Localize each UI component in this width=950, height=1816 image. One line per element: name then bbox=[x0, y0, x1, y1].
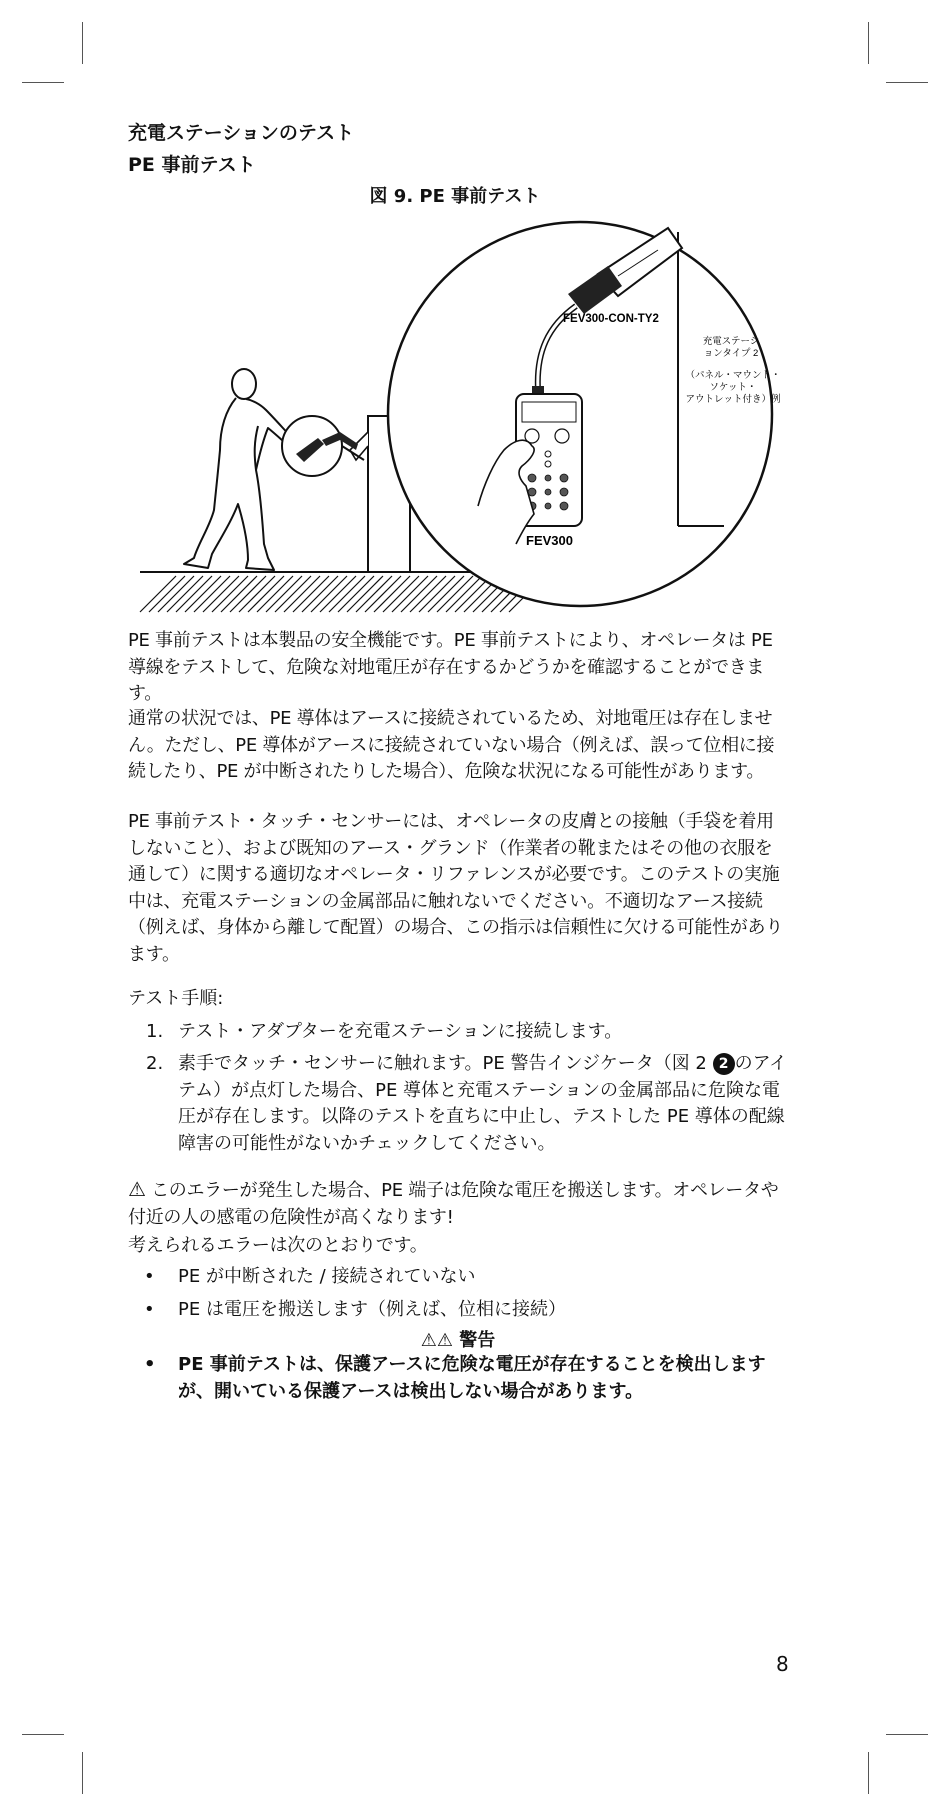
paragraph-2: 通常の状況では、PE 導体はアースに接続されているため、対地電圧は存在しません。ただし、PE 導体がアースに接続されていない場合（例えば、誤って位相に接続したり、PE が中断されたりした場合）、危険な状況になる可能性があります。 bbox=[128, 708, 775, 782]
hatch-line bbox=[167, 576, 203, 612]
hatch-line bbox=[275, 576, 311, 612]
hatch-line bbox=[203, 576, 239, 612]
procedure bbox=[128, 986, 788, 1163]
hatch-line bbox=[329, 576, 365, 612]
step-text-cont: のアイテム）が点灯した場合、PE 導体と充電ステーションの金属部品に危険な電圧が存在します。以降のテストを直ちに中止し、テストした PE 導体の配線障害の可能性がないかチェックしてください。 bbox=[178, 1053, 787, 1154]
warning-triangle-icon: ⚠ bbox=[128, 1177, 146, 1201]
hatch-line bbox=[194, 576, 230, 612]
list-item: • PE が中断された / 接続されていない bbox=[144, 1266, 476, 1287]
station-label-3: （パネル・マウント・ bbox=[685, 370, 781, 381]
crop-mark bbox=[22, 82, 64, 83]
crop-mark bbox=[868, 22, 869, 64]
hatch-line bbox=[248, 576, 284, 612]
hatch-line bbox=[419, 576, 455, 612]
hatch-line bbox=[446, 576, 482, 612]
warning-list bbox=[128, 1352, 788, 1411]
hatch-line bbox=[257, 576, 293, 612]
hatch-line bbox=[176, 576, 212, 612]
warning-text: PE 事前テストは、保護アースに危険な電圧が存在することを検出しますが、開いている保護アースは検出しない場合があります。 bbox=[178, 1354, 766, 1402]
hatch-line bbox=[428, 576, 464, 612]
person-figure bbox=[184, 369, 298, 570]
station-label-1: 充電ステーシ bbox=[702, 336, 760, 347]
paragraph-3: PE 事前テスト・タッチ・センサーには、オペレータの皮膚との接触（手袋を着用しないこと）、および既知のアース・グランド（作業者の靴またはその他の衣服を通して）に関する適切なオペレータ・リファレンスが必要です。このテストの実施中は、充電ステーションの金属部品に触れないでください。不適切なアース接続（例えば、身体から離して配置）の場合、この指示は信頼性に欠ける可能性があります。 bbox=[128, 811, 783, 965]
step-text: テスト・アダプターを充電ステーションに接続します。 bbox=[178, 1020, 623, 1042]
hatch-line bbox=[230, 576, 266, 612]
section-title: 充電ステーションのテスト bbox=[128, 122, 355, 144]
hatch-line bbox=[239, 576, 275, 612]
figure-caption: 図 9. PE 事前テスト bbox=[369, 186, 541, 207]
hatch-line bbox=[284, 576, 320, 612]
station-label-2: ョンタイプ 2 bbox=[703, 348, 759, 359]
error-item-text: PE は電圧を搬送します（例えば、位相に接続） bbox=[178, 1298, 566, 1320]
hatch-line bbox=[212, 576, 248, 612]
hatch-line bbox=[149, 576, 185, 612]
warning-title: ⚠⚠ 警告 bbox=[420, 1330, 496, 1351]
hatch-line bbox=[221, 576, 257, 612]
hatch-line bbox=[356, 576, 392, 612]
hatch-line bbox=[293, 576, 329, 612]
hatch-line bbox=[140, 576, 176, 612]
hatch-line bbox=[320, 576, 356, 612]
callout-number: 2 bbox=[713, 1053, 735, 1075]
hatch-line bbox=[401, 576, 437, 612]
crop-mark bbox=[82, 22, 83, 64]
hatch-line bbox=[302, 576, 338, 612]
hatch-line bbox=[374, 576, 410, 612]
pe-pretest-illustration bbox=[128, 214, 798, 624]
device-label: FEV300 bbox=[526, 533, 573, 548]
hatch-line bbox=[266, 576, 302, 612]
cable-label: FEV300-CON-TY2 bbox=[563, 313, 659, 325]
crop-mark bbox=[82, 1752, 83, 1794]
hatch-line bbox=[185, 576, 221, 612]
crop-mark bbox=[886, 1734, 928, 1735]
hatch-line bbox=[365, 576, 401, 612]
procedure-step bbox=[128, 1051, 788, 1157]
procedure-step bbox=[128, 1019, 788, 1046]
hatch-line bbox=[338, 576, 374, 612]
station-label-5: アウトレット付き）例 bbox=[685, 394, 781, 405]
crop-mark bbox=[868, 1752, 869, 1794]
caution-paragraph bbox=[128, 1176, 788, 1231]
hatch-line bbox=[347, 576, 383, 612]
step-text: 素手でタッチ・センサーに触れます。PE 警告インジケータ（図 2 bbox=[178, 1053, 713, 1074]
errors-intro: 考えられるエラーは次のとおりです。 bbox=[128, 1235, 428, 1256]
step-number: 2. bbox=[146, 1053, 164, 1074]
list-item: • PE は電圧を搬送します（例えば、位相に接続） bbox=[144, 1298, 566, 1320]
subsection-title: PE 事前テスト bbox=[128, 154, 256, 176]
hatch-line bbox=[410, 576, 446, 612]
station-label-4: ソケット・ bbox=[709, 382, 757, 393]
caution-text: このエラーが発生した場合、PE 端子は危険な電圧を搬送します。オペレータや付近の人の感電の危険性が高くなります! bbox=[128, 1180, 779, 1228]
error-item-text: PE が中断された / 接続されていない bbox=[178, 1266, 476, 1287]
error-list bbox=[128, 1264, 788, 1329]
step-number: 1. bbox=[146, 1020, 164, 1042]
list-item: • PE 事前テストは、保護アースに危険な電圧が存在することを検出しますが、開いている保護アースは検出しない場合があります。 bbox=[144, 1354, 766, 1402]
hatch-line bbox=[437, 576, 473, 612]
hatch-line bbox=[392, 576, 428, 612]
hatch-line bbox=[383, 576, 419, 612]
hatch-line bbox=[158, 576, 194, 612]
page-number: 8 bbox=[776, 1652, 789, 1676]
crop-mark bbox=[22, 1734, 64, 1735]
crop-mark bbox=[886, 82, 928, 83]
procedure-heading: テスト手順: bbox=[128, 988, 224, 1009]
paragraph-1: PE 事前テストは本製品の安全機能です。PE 事前テストにより、オペレータは PE 導線をテストして、危険な対地電圧が存在するかどうかを確認することができます。 bbox=[128, 630, 773, 704]
hatch-line bbox=[311, 576, 347, 612]
